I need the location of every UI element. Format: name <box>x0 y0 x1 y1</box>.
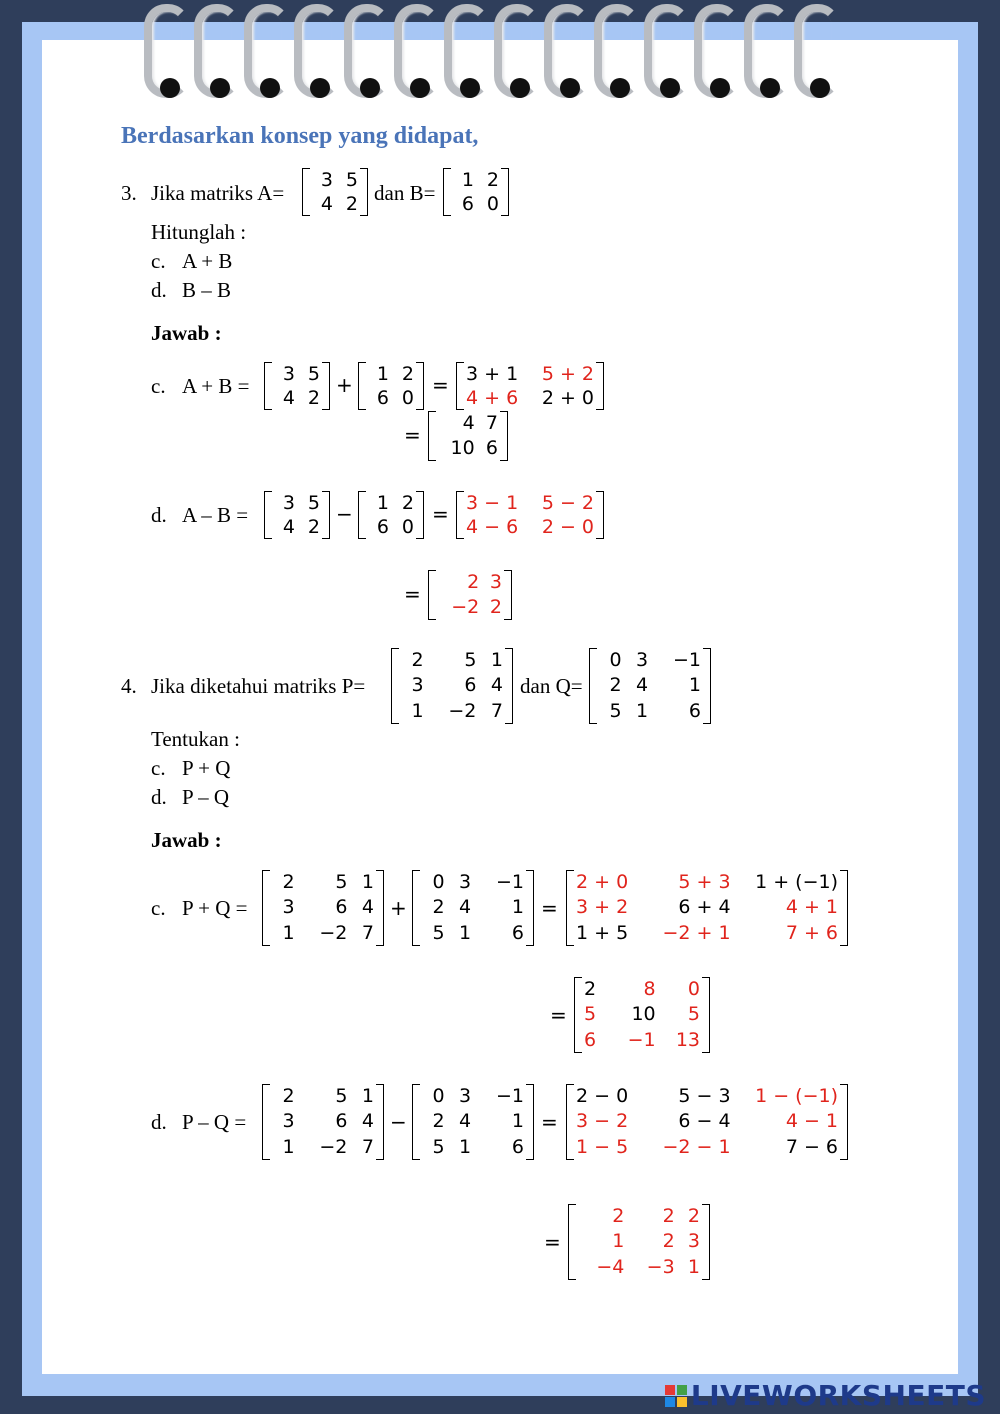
liveworksheets-logo[interactable] <box>665 1379 986 1412</box>
matrix-A: 3 5 4 2 <box>264 362 330 410</box>
q4-ans-c-lhs: P + Q = <box>182 896 248 920</box>
q4-ans-d-lhs: P – Q = <box>182 1110 247 1134</box>
equals-sign: = <box>404 423 421 447</box>
matrix-sum-result: 4 7 10 6 <box>428 411 508 461</box>
matrix-B: 1 2 6 0 <box>443 168 509 216</box>
equals-sign: = <box>541 896 558 920</box>
q3-item-d-letter: d. <box>151 278 167 302</box>
q3-ans-c-lhs: A + B = <box>182 374 250 398</box>
matrix-A: 3 5 4 2 <box>302 168 368 216</box>
binding-ring <box>290 4 330 96</box>
spiral-binding <box>140 0 860 110</box>
matrix-Q: 0 3 −1 2 4 1 5 1 6 <box>412 1084 534 1160</box>
binding-ring <box>240 4 280 96</box>
binding-ring <box>390 4 430 96</box>
equals-sign: = <box>541 1110 558 1134</box>
q3-intro: Jika matriks A= <box>151 181 285 205</box>
page-heading: Berdasarkan konsep yang didapat, <box>121 123 479 149</box>
q3-answer-label: Jawab : <box>151 321 222 345</box>
matrix-sum-expanded: 3 + 1 5 + 2 4 + 6 2 + 0 <box>456 362 604 410</box>
q4-conj: dan Q= <box>520 674 583 698</box>
q4-item-c-letter: c. <box>151 756 166 780</box>
binding-ring <box>490 4 530 96</box>
equals-sign: = <box>550 1003 567 1027</box>
equals-sign: = <box>404 582 421 606</box>
matrix-sum-expanded: 2 + 0 5 + 3 1 + (−1) 3 + 2 6 + 4 4 + 1 1 + 5 −2 + 1 7 + 6 <box>566 870 848 946</box>
matrix-diff-expanded: 2 − 0 5 − 3 1 − (−1) 3 − 2 6 − 4 4 − 1 1 − 5 −2 − 1 7 − 6 <box>566 1084 848 1160</box>
q4-instruction: Tentukan : <box>151 727 240 751</box>
matrix-P: 2 5 1 3 6 4 1 −2 7 <box>262 1084 384 1160</box>
q3-item-c: A + B <box>182 249 233 273</box>
matrix-sum-result: 2 8 0 5 10 5 6 −1 13 <box>574 977 710 1053</box>
equals-sign: = <box>432 502 449 526</box>
logo-text: LIVEWORKSHEETS <box>690 1379 986 1412</box>
matrix-B: 1 2 6 0 <box>358 491 424 539</box>
binding-ring <box>440 4 480 96</box>
binding-ring <box>190 4 230 96</box>
q4-item-d: P – Q <box>182 785 230 809</box>
matrix-diff-result: 2 3 −2 2 <box>428 570 512 620</box>
plus-operator: + <box>390 896 407 920</box>
q4-ans-c-letter: c. <box>151 896 166 920</box>
q4-answer-label: Jawab : <box>151 828 222 852</box>
q4-intro: Jika diketahui matriks P= <box>151 674 366 698</box>
binding-ring <box>590 4 630 96</box>
q3-number: 3. <box>121 181 137 205</box>
q3-item-c-letter: c. <box>151 249 166 273</box>
binding-ring <box>790 4 830 96</box>
binding-ring <box>140 4 180 96</box>
plus-operator: + <box>336 373 353 397</box>
minus-operator: − <box>336 502 353 526</box>
q4-item-c: P + Q <box>182 756 231 780</box>
minus-operator: − <box>390 1110 407 1134</box>
binding-ring <box>740 4 780 96</box>
binding-ring <box>690 4 730 96</box>
q3-item-d: B – B <box>182 278 232 302</box>
q4-ans-d-letter: d. <box>151 1110 167 1134</box>
matrix-diff-expanded: 3 − 1 5 − 2 4 − 6 2 − 0 <box>456 491 604 539</box>
matrix-A: 3 5 4 2 <box>264 491 330 539</box>
matrix-P: 2 5 1 3 6 4 1 −2 7 <box>262 870 384 946</box>
equals-sign: = <box>432 373 449 397</box>
q3-instruction: Hitunglah : <box>151 220 247 244</box>
q3-ans-d-letter: d. <box>151 503 167 527</box>
q3-ans-c-letter: c. <box>151 374 166 398</box>
q3-ans-d-lhs: A – B = <box>182 503 249 527</box>
logo-icon <box>665 1385 687 1407</box>
binding-ring <box>540 4 580 96</box>
q4-item-d-letter: d. <box>151 785 167 809</box>
matrix-Q: 0 3 −1 2 4 1 5 1 6 <box>589 648 711 724</box>
equals-sign: = <box>544 1230 561 1254</box>
matrix-diff-result: 2 2 2 1 2 3 −4 −3 1 <box>568 1204 710 1280</box>
binding-ring <box>640 4 680 96</box>
matrix-P: 2 5 1 3 6 4 1 −2 7 <box>391 648 513 724</box>
q4-number: 4. <box>121 674 137 698</box>
q3-conj: dan B= <box>374 181 436 205</box>
binding-ring <box>340 4 380 96</box>
matrix-Q: 0 3 −1 2 4 1 5 1 6 <box>412 870 534 946</box>
matrix-B: 1 2 6 0 <box>358 362 424 410</box>
